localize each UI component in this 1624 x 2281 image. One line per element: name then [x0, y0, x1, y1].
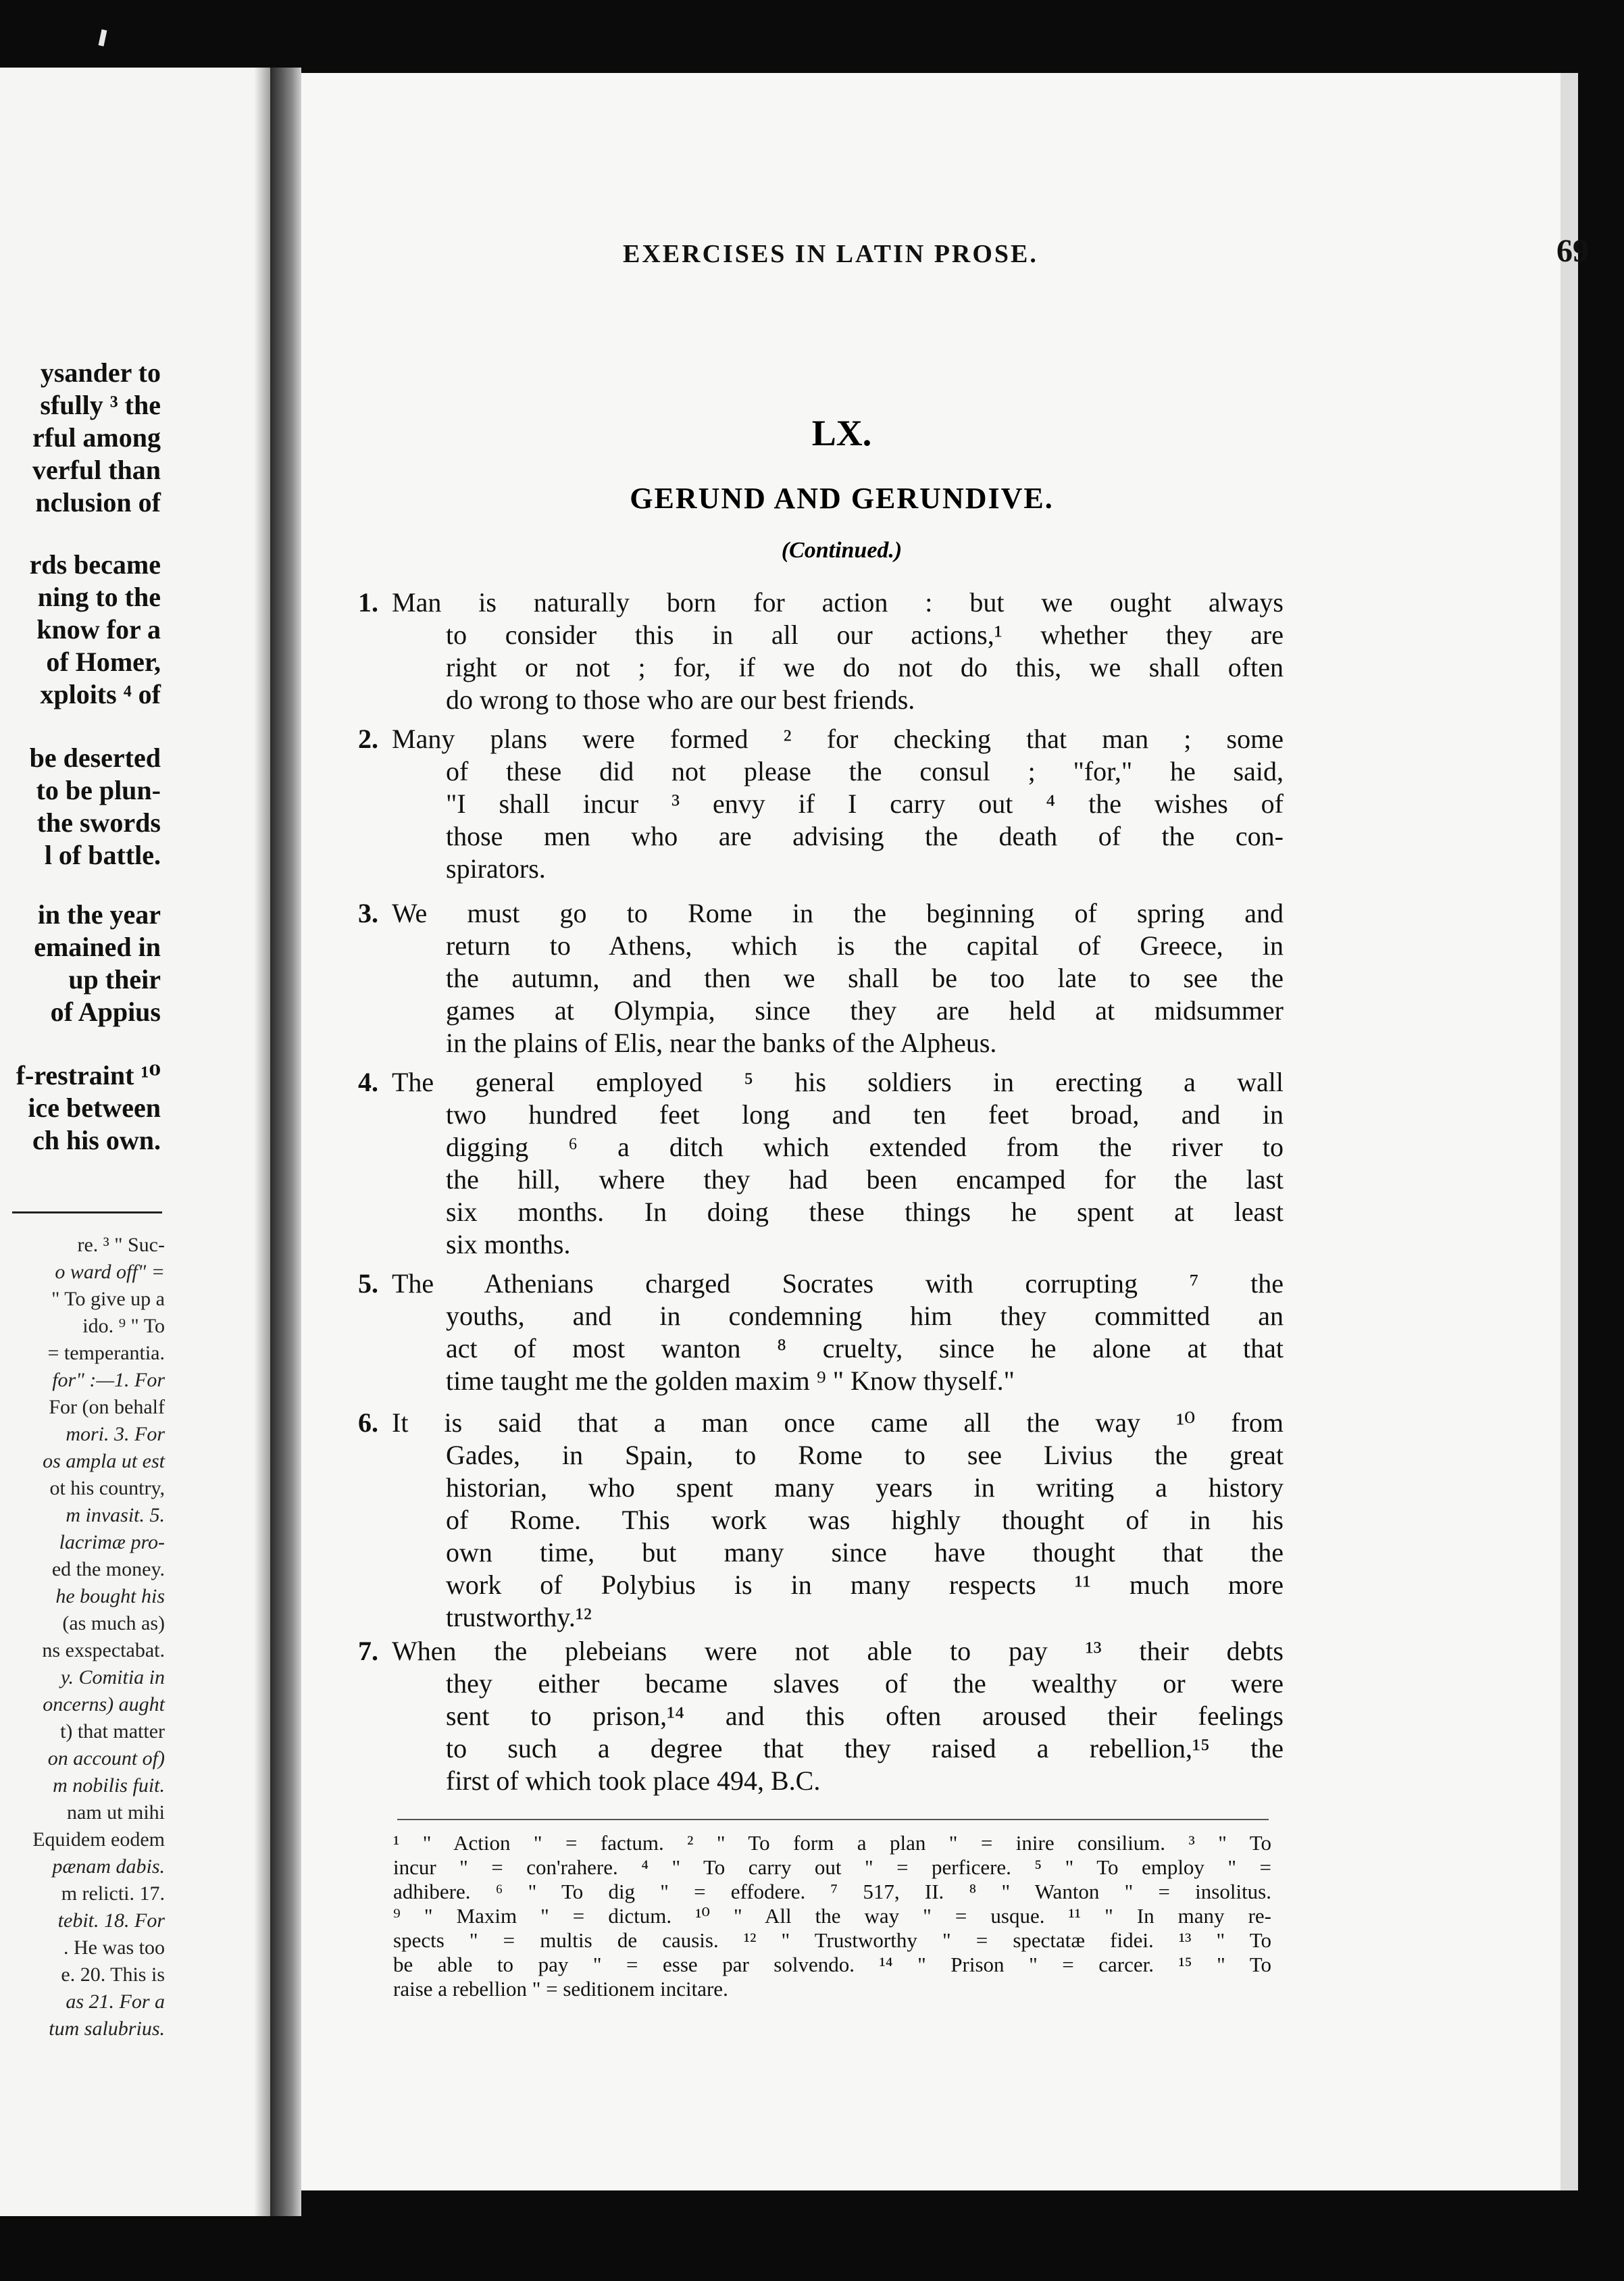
- left-footnote-line: m relicti. 17.: [61, 1882, 165, 1905]
- exercise-line: We must go to Rome in the beginning of spring and: [392, 898, 1284, 928]
- left-page-line: verful than: [32, 455, 161, 485]
- exercise-line: Many plans were formed ² for checking that man ; some: [392, 724, 1284, 754]
- exercise-line: youths, and in condemning him they committed an: [446, 1301, 1284, 1331]
- left-footnote-line: pænam dabis.: [52, 1855, 165, 1878]
- exercise-line: first of which took place 494, B.C.: [446, 1765, 821, 1796]
- left-footnote-line: ido. ⁹ " To: [82, 1315, 165, 1337]
- exercise-number: 3.: [358, 898, 378, 928]
- left-footnote-line: (as much as): [62, 1612, 165, 1634]
- left-footnote-line: ot his country,: [49, 1477, 165, 1499]
- exercise-line: own time, but many since have thought that the: [446, 1537, 1284, 1568]
- exercise-number: 6.: [358, 1407, 378, 1438]
- book-gutter: [270, 68, 301, 2216]
- page-shadow: [254, 68, 270, 2216]
- left-footnote-line: m invasit. 5.: [66, 1504, 165, 1526]
- exercise-item: [358, 586, 1284, 716]
- exercise-line: two hundred feet long and ten feet broad, and in: [446, 1099, 1284, 1130]
- left-page-line: ning to the: [37, 582, 161, 612]
- left-footnote-line: o ward off" =: [55, 1261, 165, 1283]
- exercise-line: games at Olympia, since they are held at midsummer: [446, 995, 1284, 1026]
- left-footnote-line: For (on behalf: [49, 1396, 165, 1418]
- exercise-line: digging ⁶ a ditch which extended from the river to: [446, 1132, 1284, 1162]
- left-footnote-line: mori. 3. For: [66, 1423, 165, 1445]
- exercise-number: 1.: [358, 587, 378, 618]
- left-footnote-line: as 21. For a: [66, 1990, 165, 2013]
- exercise-line: The Athenians charged Socrates with corrupting ⁷ the: [392, 1268, 1284, 1299]
- left-page-line: nclusion of: [35, 487, 161, 518]
- left-footnote-line: tum salubrius.: [49, 2017, 165, 2040]
- footnote-line: adhibere. ⁶ " To dig " = effodere. ⁷ 517, II. ⁸ " Wanton " = insolitus.: [393, 1880, 1271, 1903]
- exercise-item: [358, 1635, 1284, 1797]
- exercise-line: When the plebeians were not able to pay ¹³ their debts: [392, 1636, 1284, 1666]
- exercise-line: work of Polybius is in many respects ¹¹ much more: [446, 1570, 1284, 1600]
- exercise-line: those men who are advising the death of the con-: [446, 821, 1284, 851]
- exercise-number: 4.: [358, 1067, 378, 1097]
- left-footnote-line: " To give up a: [51, 1288, 165, 1310]
- left-footnote-line: . He was too: [64, 1936, 165, 1959]
- left-page-line: up their: [68, 964, 161, 995]
- exercise-line: The general employed ⁵ his soldiers in erecting a wall: [392, 1067, 1284, 1097]
- left-page-line: of Homer,: [46, 647, 161, 677]
- footnote-line: spects " = multis de causis. ¹² " Trustworthy " = spectatæ fidei. ¹³ " To: [393, 1928, 1271, 1952]
- footnote-rule: [397, 1819, 1269, 1820]
- left-page-line: emained in: [34, 932, 161, 962]
- exercise-item: [358, 1268, 1284, 1397]
- exercise-line: the hill, where they had been encamped for the last: [446, 1164, 1284, 1195]
- left-page-line: f-restraint ¹⁰: [16, 1060, 161, 1091]
- left-footnote-line: lacrimæ pro-: [59, 1531, 165, 1553]
- exercise-line: sent to prison,¹⁴ and this often aroused their feelings: [446, 1701, 1284, 1731]
- left-footnote-line: ns exspectabat.: [42, 1639, 165, 1661]
- footnote-line: ¹ " Action " = factum. ² " To form a plan " = inire consilium. ³ " To: [393, 1831, 1271, 1855]
- exercise-item: [358, 723, 1284, 885]
- exercise-line: to such a degree that they raised a rebellion,¹⁵ the: [446, 1733, 1284, 1763]
- footnote-line: ⁹ " Maxim " = dictum. ¹⁰ " All the way " = usque. ¹¹ " In many re-: [393, 1904, 1271, 1928]
- left-footnote-line: os ampla ut est: [43, 1450, 165, 1472]
- left-footnote-rule: [12, 1211, 162, 1213]
- exercise-line: the autumn, and then we shall be too late to see the: [446, 963, 1284, 993]
- left-page-line: ysander to: [40, 357, 161, 388]
- footnote-line: incur " = con'rahere. ⁴ " To carry out " = perficere. ⁵ " To employ " =: [393, 1855, 1271, 1879]
- left-page-line: of Appius: [50, 997, 161, 1027]
- left-footnote-line: on account of): [47, 1747, 165, 1770]
- exercise-number: 5.: [358, 1268, 378, 1299]
- left-footnote-line: for" :—1. For: [52, 1369, 165, 1391]
- exercise-line: time taught me the golden maxim ⁹ " Know thyself.": [446, 1365, 1015, 1396]
- left-footnote-line: m nobilis fuit.: [53, 1774, 165, 1797]
- left-page-line: be deserted: [29, 743, 161, 773]
- left-page-line: rds became: [29, 549, 161, 580]
- running-title: EXERCISES IN LATIN PROSE.: [623, 240, 1038, 268]
- exercise-item: [358, 1066, 1284, 1261]
- left-footnote-line: nam ut mihi: [67, 1801, 165, 1824]
- exercise-line: "I shall incur ³ envy if I carry out ⁴ the wishes of: [446, 788, 1284, 819]
- right-page-edge: [1560, 73, 1578, 2190]
- left-page-line: the swords: [36, 807, 161, 838]
- exercise-item: [358, 897, 1284, 1059]
- exercise-line: Man is naturally born for action : but we ought always: [392, 587, 1284, 618]
- left-footnote-line: y. Comitia in: [60, 1666, 165, 1688]
- left-footnote-line: ed the money.: [51, 1558, 165, 1580]
- exercise-item: [358, 1407, 1284, 1634]
- exercise-line: return to Athens, which is the capital of Greece, in: [446, 930, 1284, 961]
- exercise-line: they either became slaves of the wealthy or were: [446, 1668, 1284, 1699]
- exercise-line: of Rome. This work was highly thought of in his: [446, 1505, 1284, 1535]
- footnotes: [393, 1831, 1271, 2001]
- exercise-line: right or not ; for, if we do not do this, we shall often: [446, 652, 1284, 682]
- left-footnote-line: he bought his: [55, 1585, 165, 1607]
- page-number: 69: [1556, 233, 1589, 269]
- exercise-line: historian, who spent many years in writing a history: [446, 1472, 1284, 1503]
- left-page-line: to be plun-: [36, 775, 161, 805]
- exercise-number: 7.: [358, 1636, 378, 1666]
- left-footnote-line: tebit. 18. For: [57, 1909, 165, 1932]
- left-page-line: sfully ³ the: [40, 390, 161, 420]
- footnote-line: be able to pay " = esse par solvendo. ¹⁴ " Prison " = carcer. ¹⁵ " To: [393, 1953, 1271, 1976]
- left-page-line: l of battle.: [44, 840, 161, 870]
- left-page-line: rful among: [32, 422, 161, 453]
- exercise-line: act of most wanton ⁸ cruelty, since he alone at that: [446, 1333, 1284, 1363]
- exercise-line: It is said that a man once came all the way ¹⁰ from: [392, 1407, 1284, 1438]
- lesson-subtitle: (Continued.): [781, 538, 903, 563]
- exercise-number: 2.: [358, 724, 378, 754]
- section-number: LX.: [811, 413, 872, 453]
- left-page-line: ice between: [28, 1093, 161, 1123]
- exercise-line: six months. In doing these things he spent at least: [446, 1197, 1284, 1227]
- footnote-line: raise a rebellion " = seditionem incitare.: [393, 1977, 728, 2001]
- exercise-line: in the plains of Elis, near the banks of the Alpheus.: [446, 1028, 997, 1058]
- left-page-line: know for a: [36, 614, 161, 645]
- exercise-line: Gades, in Spain, to Rome to see Livius the great: [446, 1440, 1284, 1470]
- exercise-line: spirators.: [446, 853, 546, 884]
- page-header: [623, 232, 1589, 280]
- left-page-line: ch his own.: [32, 1125, 161, 1155]
- left-footnote-line: oncerns) aught: [43, 1693, 165, 1715]
- left-page-line: in the year: [37, 899, 161, 930]
- left-footnote-line: re. ³ " Suc-: [77, 1234, 165, 1256]
- exercise-line: of these did not please the consul ; "for," he said,: [446, 756, 1284, 786]
- left-footnote-line: t) that matter: [60, 1720, 165, 1743]
- left-footnote-line: = temperantia.: [47, 1342, 165, 1364]
- lesson-title: GERUND AND GERUNDIVE.: [630, 482, 1054, 515]
- scan-mark: [99, 29, 107, 46]
- exercise-line: trustworthy.¹²: [446, 1602, 592, 1632]
- left-page-line: xploits ⁴ of: [40, 679, 161, 709]
- left-footnote-line: e. 20. This is: [61, 1963, 165, 1986]
- exercise-line: do wrong to those who are our best friends.: [446, 684, 915, 715]
- exercise-line: six months.: [446, 1229, 571, 1259]
- exercise-line: to consider this in all our actions,¹ whether they are: [446, 620, 1284, 650]
- left-footnote-line: Equidem eodem: [32, 1828, 165, 1851]
